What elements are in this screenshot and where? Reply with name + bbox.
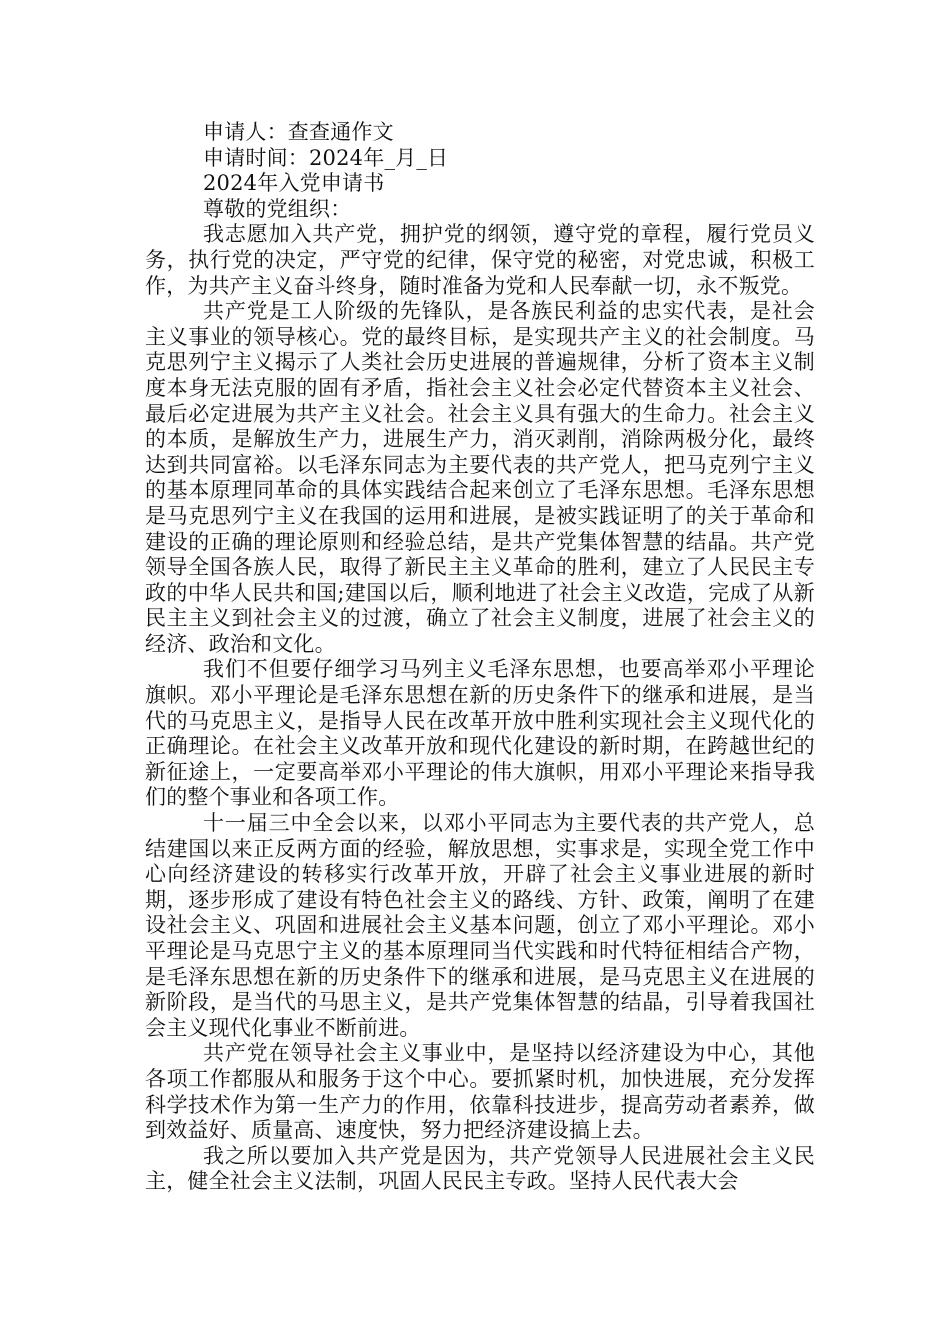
paragraph: 十一届三中全会以来，以邓小平同志为主要代表的共产党人，总结建国以来正反两方面的经验，解放思想，实事求是，实现全党工作中心向经济建设的转移实行改革开放，开辟了社会主义事业进展的新时期，逐步形成了建设有特色社会主义的路线、方针、政策，阐明了在建设社会主义、巩固和进展社会主义基本问题，创立了邓小平理论。邓小平理论是马克思宁主义的基本原理同当代实践和时代特征相结合产物，是毛泽东思想在新的历史条件下的继承和进展，是马克思主义在进展的新阶段，是当代的马思主义，是共产党集体智慧的结晶，引导着我国社会主义现代化事业不断前进。 [145, 811, 815, 1040]
paragraph: 共产党在领导社会主义事业中，是坚持以经济建设为中心，其他各项工作都服从和服务于这个中心。要抓紧时机，加快进展，充分发挥科学技术作为第一生产力的作用，依靠科技进步，提高劳动者素养，做到效益好、质量高、速度快，努力把经济建设搞上去。 [145, 1041, 815, 1143]
document-body [145, 120, 815, 1195]
paragraph: 我志愿加入共产党，拥护党的纲领，遵守党的章程，履行党员义务，执行党的决定，严守党的纪律，保守党的秘密，对党忠诚，积极工作，为共产主义奋斗终身，随时准备为党和人民奉献一切，永不叛党。 [145, 222, 815, 298]
date-line: 申请时间：2024年_月_日 [203, 145, 449, 170]
salutation: 尊敬的党组织： [203, 196, 352, 221]
paragraph: 我之所以要加入共产党是因为，共产党领导人民进展社会主义民主，健全社会主义法制，巩固人民民主专政。坚持人民代表大会 [145, 1143, 815, 1194]
document-title: 2024年入党申请书 [203, 171, 385, 196]
paragraph: 共产党是工人阶级的先锋队，是各族民利益的忠实代表，是社会主义事业的领导核心。党的最终目标，是实现共产主义的社会制度。马克思列宁主义揭示了人类社会历史进展的普遍规律，分析了资本主义制度本身无法克服的固有矛盾，指社会主义社会必定代替资本主义社会、最后必定进展为共产主义社会。社会主义具有强大的生命力。社会主义的本质，是解放生产力，进展生产力，消灭剥削，消除两极分化，最终达到共同富裕。以毛泽东同志为主要代表的共产党人，把马克列宁主义的基本原理同革命的具体实践结合起来创立了毛泽东思想。毛泽东思想是马克思列宁主义在我国的运用和进展，是被实践证明了的关于革命和建设的正确的理论原则和经验总结，是共产党集体智慧的结晶。共产党领导全国各族人民，取得了新民主主义革命的胜利，建立了人民民主专政的中华人民共和国;建国以后，顺利地进了社会主义改造，完成了从新民主主义到社会主义的过渡，确立了社会主义制度，进展了社会主义的经济、政治和文化。 [145, 299, 815, 656]
paragraph: 我们不但要仔细学习马列主义毛泽东思想，也要高举邓小平理论旗帜。邓小平理论是毛泽东思想在新的历史条件下的继承和进展，是当代的马克思主义，是指导人民在改革开放中胜利实现社会主义现代化的正确理论。在社会主义改革开放和现代化建设的新时期，在跨越世纪的新征途上，一定要高举邓小平理论的伟大旗帜，用邓小平理论来指导我们的整个事业和各项工作。 [145, 657, 815, 810]
applicant-line: 申请人：查查通作文 [203, 120, 394, 144]
